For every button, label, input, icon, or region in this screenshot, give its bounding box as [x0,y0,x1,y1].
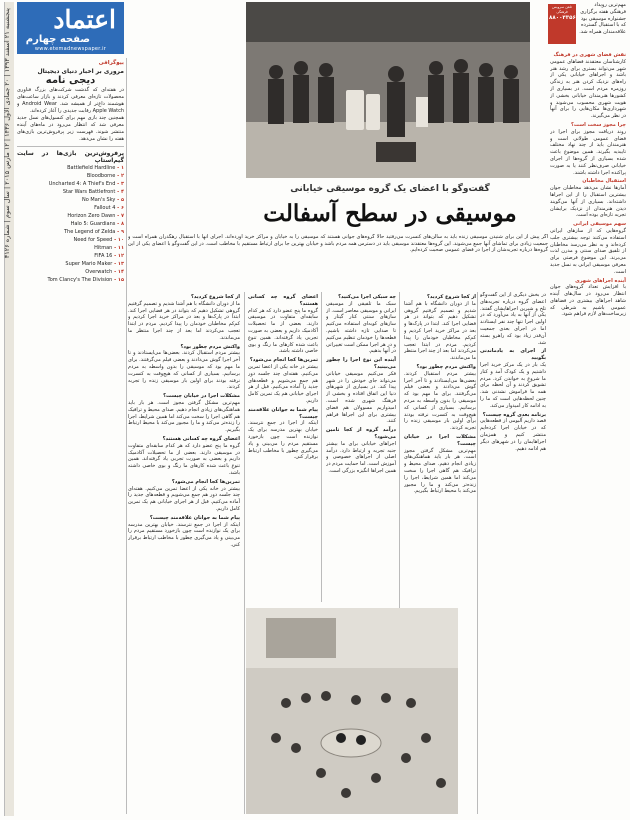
game-name: Need for Speed [73,237,113,243]
sidebar-intro: مهم‌ترین رویداد فرهنگی هفته برگزاری جشنواره موسیقی بود که با استقبال گسترده علاقه‌مندان همراه شد. [579,2,626,36]
date-ribbon [4,2,14,816]
game-rank: ۱۱ - [112,245,124,251]
question: پیام شما به جوانان علاقه‌مند چیست؟ [149,514,240,521]
column-rule [477,292,478,814]
column-rule [244,292,245,814]
game-list-item [17,269,124,276]
article-pretitle: گفت‌وگو با اعضای یک گروه موسیقی خیابانی [290,184,490,194]
game-rank: ۱۳ - [112,261,124,267]
game-name: Battlefield Hardline [67,165,116,171]
game-rank: ۶ - [115,205,124,211]
question: چه سبکی اجرا می‌کنید؟ [338,294,396,300]
game-name: Bloodborne [86,173,116,179]
paragraph: گروه ما پنج عضو دارد که هر کدام سابقه‌ای متفاوت در موسیقی دارند. بعضی از ما تحصیلات آکادمیک داریم و بعضی به صورت تجربی یاد گرفته‌اند. همین تنوع باعث شده کارهای ما رنگ و بوی خاصی داشته باشد. [248,307,318,355]
game-name: Super Mario Maker [65,261,113,267]
game-list-item [17,253,124,260]
paragraph: ما از دوران دانشگاه با هم آشنا شدیم و تصمیم گرفتیم گروهی تشکیل دهیم که بتواند در هر فضایی اجرا کند. ابتدا در پارک‌ها و بعد در مراکز خرید اجرا کردیم و کم‌کم مخاطبان خودمان را پیدا کردیم. مردم در ابتدا تعجب می‌کردند اما بعد از چند اجرا منتظر ما می‌ماندند. [404,300,476,362]
game-list-item [17,181,124,188]
paragraph: با افزایش تعداد گروه‌های جوان انتظار می‌رود در سال‌های آینده شاهد اجراهای بیشتری در فضاهای عمومی باشیم به شرطی که زیرساخت‌های لازم فراهم شود. [550,284,626,318]
game-list-item [17,205,124,212]
game-rank: ۴ - [115,189,124,195]
question: برنامه بعدی گروه چیست؟ [482,411,546,418]
paragraph: مهم‌ترین مشکل گرفتن مجوز است. هر بار باید هماهنگی‌های زیادی انجام دهیم. صدای محیط و ترافیک هم گاهی اجرا را سخت می‌کند اما همین شرایط، اجرا را زنده‌تر می‌کند و ما را مجبور می‌کند با محیط ارتباط بگیریم. [128,399,240,434]
column-rule [321,292,322,602]
game-list-item [17,245,124,252]
question: مشکلات اجرا در خیابان چیست؟ [404,433,476,447]
question: نقش فضای شهری در فرهنگ [553,52,626,58]
game-rank: ۱۰ - [112,237,124,243]
paragraph: گروه‌هایی که از سازهای ایرانی استفاده می‌کنند توجه بیشتری جلب کرده‌اند و به نظر می‌رسد مخاطبان از تلفیق صدای سنتی و مدرن لذت می‌برند. این موضوع فرصتی برای معرفی موسیقی ایرانی به نسل جدید است. [550,227,626,275]
game-name: Fallout 4 [94,205,116,211]
game-name: Horizon Zero Dawn [67,213,116,219]
paragraph: فکر می‌کنیم موسیقی خیابانی می‌تواند جای خودش را در شهر پیدا کند. در بسیاری از شهرهای دنیا این اتفاق افتاده و بخشی از فرهنگ شهری شده است. امیدواریم مسوولان هم فضای بیشتری برای این اجراها فراهم کنند. [326,370,396,425]
question: از کجا شروع کردید؟ [190,294,240,300]
game-list-item [17,213,124,220]
paragraph: بیشتر مردم استقبال کردند. بعضی‌ها می‌ایستادند و تا آخر اجرا گوش می‌دادند و بعضی فیلم می‌گرفتند. برای ما مهم بود که موسیقی را بدون واسطه به مردم برسانیم. بسیاری از کسانی که هیچ‌وقت به کنسرت نرفته بودند برای اولین بار موسیقی زنده را تجربه کردند. [404,370,476,432]
game-list-item [17,221,124,228]
newspaper-logo: اعتماد [53,5,116,34]
paragraph: ما از دوران دانشگاه با هم آشنا شدیم و تصمیم گرفتیم گروهی تشکیل دهیم که بتواند در هر فضایی اجرا کند. ابتدا در پارک‌ها و بعد در مراکز خرید اجرا کردیم و کم‌کم مخاطبان خودمان را پیدا کردیم. مردم در ابتدا تعجب می‌کردند اما بعد از چند اجرا منتظر ما می‌ماندند. [128,300,240,341]
question: از کجا شروع کردید؟ [426,294,476,300]
column-rule [126,58,127,814]
game-rank: ۱۲ - [112,253,124,259]
game-list-item [17,173,124,180]
games-title: پرفروش‌ترین بازی‌ها در سایت گیم‌استاپ [17,150,124,164]
game-rank: ۷ - [115,213,124,219]
game-name: Tom Clancy's The Division [47,277,113,283]
divider [17,146,124,147]
paragraph: گروه ما پنج عضو دارد که هر کدام سابقه‌ای متفاوت در موسیقی دارند. بعضی از ما تحصیلات آکادمیک داریم و بعضی به صورت تجربی یاد گرفته‌اند. همین تنوع باعث شده کارهای ما رنگ و بوی خاصی داشته باشد. [128,442,240,476]
game-rank: ۲ - [115,173,124,179]
question: واکنش مردم چطور بود؟ [180,343,240,350]
game-list-item [17,277,124,284]
photo-mall-performance-image [246,608,458,814]
paragraph: کارشناسان معتقدند فضاهای عمومی شهر می‌تواند بستری برای رشد هنر باشد و اجراهای خیابانی یکی از راه‌های نزدیک کردن هنر به زندگی روزمره مردم است. در بسیاری از کشورها هنرمندان خیابانی بخشی از هویت شهری محسوب می‌شوند و شهرداری‌ها مکان‌هایی را برای آنها در نظر می‌گیرند. [550,58,626,120]
game-name: Halo 5: Guardians [70,221,116,227]
game-name: No Man's Sky [82,197,116,203]
sidebar-column [550,50,626,814]
question: استقبال مخاطبان [582,178,626,185]
paragraph: بیشتر در خانه یکی از اعضا تمرین می‌کنیم. هفته‌ای چند جلسه دور هم جمع می‌شویم و قطعه‌های جدید را آماده می‌کنیم. قبل از هر اجرای خیابانی هم یک تمرین کامل داریم. [128,485,240,512]
phone-badge-number: ۸۸۰۰۴۳۵۶ [549,15,576,21]
photo-street-band [246,2,530,178]
question: آینده این نوع اجرا را چطور می‌بینید؟ [326,357,396,370]
paragraph: بیشتر در خانه یکی از اعضا تمرین می‌کنیم. هفته‌ای چند جلسه دور هم جمع می‌شویم و قطعه‌های جدید را آماده می‌کنیم. قبل از هر اجرای خیابانی هم یک تمرین کامل داریم. [248,363,318,404]
article-column-5 [128,292,240,814]
paragraph: روند دریافت مجوز برای اجرا در فضای عمومی طولانی است و هنرمندان باید از چند نهاد مختلف تاییدیه بگیرند. همین موضوع باعث شده بسیاری از گروه‌ها از اجرای خیابانی صرف‌نظر کنند یا به صورت پراکنده اجرا داشته باشند. [550,128,626,176]
section-label: صفحه چهارم [25,34,90,45]
game-list-item [17,261,124,268]
question: اعضای گروه چه کسانی هستند؟ [248,294,318,307]
paragraph: سبک ما تلفیقی از موسیقی ایرانی و موسیقی معاصر است. از سازهای سنتی کنار گیتار و سازهای کوبه‌ای استفاده می‌کنیم تا صدایی تازه داشته باشیم. قطعه‌ها را خودمان تنظیم می‌کنیم و در هر اجرا ممکن است تغییراتی در آنها بدهیم. [326,300,396,355]
question: اعضای گروه چه کسانی هستند؟ [162,435,240,442]
digital-news-column [17,58,124,814]
game-list-item [17,197,124,204]
paragraph: آمارها نشان می‌دهد مخاطبان جوان بیشترین استقبال را از این اجراها داشته‌اند. بسیاری از آنها می‌گویند دیدن هنرمندان از نزدیک برایشان تجربه تازه‌ای بوده است. [550,185,626,219]
game-name: Uncharted 4: A Thief's End [48,181,116,187]
game-rank: ۸ - [115,221,124,227]
website-url[interactable]: www.etemadnewspaper.ir [34,46,107,52]
article-headline: موسیقی در سطح آسفالت [263,200,517,227]
article-column-2 [326,292,396,602]
game-rank: ۳ - [115,181,124,187]
question: آینده اجراهای شهری [575,277,626,284]
game-rank: ۹ - [115,229,124,235]
game-rank: ۱ - [115,165,124,171]
game-list-item [17,189,124,196]
left-paragraphs [17,87,124,143]
masthead [17,2,124,54]
question: واکنش مردم چطور بود؟ [416,363,476,370]
question: مشکلات اجرا در خیابان چیست؟ [163,393,240,400]
question: پیام شما به جوانان علاقه‌مند چیست؟ [248,406,318,420]
game-name: Star Wars Battlefront [62,189,116,195]
left-kicker: بیوگرافی [98,60,124,66]
game-name: FIFA 16 [94,253,113,259]
photo-mall-performance [246,608,458,814]
phone-badge-label: تلفن سرویس فرهنگی [552,5,572,14]
question: تمرین‌ها کجا انجام می‌شود؟ [171,478,240,485]
paragraph: اینکه از اجرا در جمع نترسند. خیابان بهترین مدرسه برای یک نوازنده است چون بازخورد مستقیم مردم را می‌بینی و یاد می‌گیری چطور با مخاطب ارتباط برقرار کنی. [128,521,240,548]
game-name: Overwatch [85,269,113,275]
question: از اجرای به یادماندنی بگویید [480,348,546,362]
photo-street-band-image [246,2,530,178]
article-lead: اگر پیش از این برای شنیدن موسیقی زنده باید به سالن‌های کنسرت می‌رفتید حالا گروه‌های جوانی هستند که موسیقی را به خیابان و مراکز خرید آورده‌اند. اجرای آنها با استقبال رهگذران همراه است و جمعیت زیادی برای تماشای آنها جمع می‌شوند. این گروه‌ها معتقدند موسیقی باید در دسترس همه مردم باشد و خیابان بهترین جا برای ارتباط مستقیم با مخاطب است. در این گفت‌وگو با اعضای یکی از این گروه‌ها درباره تجربه‌شان از اجرا در فضای عمومی صحبت کرده‌ایم. [128,234,548,254]
article-column-3 [248,292,318,602]
game-rank: ۵ - [115,197,124,203]
paragraph: قصد داریم آلبومی از قطعه‌هایی که در خیابان اجرا کرده‌ایم منتشر کنیم و همزمان اجراهایمان را در شهرهای دیگر هم ادامه دهیم. [480,418,546,452]
paragraph: در بخش دیگری از این گفت‌وگو اعضای گروه درباره تجربه‌های تلخ و شیرین اجراهایشان گفتند. یکی از آنها به یاد می‌آورد که در اولین اجرا تنها چند نفر ایستادند اما در اجرای بعدی جمعیت آن‌قدر زیاد بود که راهرو بسته شد. [480,292,546,346]
paragraph: اینکه از اجرا در جمع نترسند. خیابان بهترین مدرسه برای یک نوازنده است چون بازخورد مستقیم مردم را می‌بینی و یاد می‌گیری چطور با مخاطب ارتباط برقرار کنی. [248,420,318,461]
game-list-item [17,237,124,244]
left-paragraph: همچنین چند بازی مهم برای کنسول‌های نسل جدید معرفی شد که انتظار می‌رود در ماه‌های آینده منتشر شوند. فهرست زیر پرفروش‌ترین بازی‌های هفته را نشان می‌دهد. [17,115,124,142]
paragraph: مهم‌ترین مشکل گرفتن مجوز است. هر بار باید هماهنگی‌های زیادی انجام دهیم. صدای محیط و ترافیک هم گاهی اجرا را سخت می‌کند اما همین شرایط، اجرا را زنده‌تر می‌کند و ما را مجبور می‌کند با محیط ارتباط بگیریم. [404,447,476,495]
game-list-item [17,165,124,172]
game-name: Hitman [94,245,113,251]
date-ribbon-text: پنجشنبه ۲۱ اسفند ۱۳۹۳ | ۲۰ جمادی الاول ۱۴۳۶ | ۱۲ مارس ۲۰۱۵ | سال سوم | شماره ۳۱۲۶ [3,8,11,259]
question: درآمد گروه از کجا تامین می‌شود؟ [326,427,396,440]
left-subhead: مروری بر اخبار دنیای دیجیتال [37,68,124,75]
paragraph: اجراهای خیابانی برای ما بیشتر جنبه تجربه و ارتباط دارد. درآمد اصلی از اجراهای خصوصی و آموزش است. اما حمایت مردم در همین اجراها انگیزه بزرگی است. [326,440,396,474]
question: تمرین‌ها کجا انجام می‌شود؟ [249,357,318,364]
question: سهم موسیقی ایرانی [573,221,626,228]
left-paragraph: در هفته‌ای که گذشت شرکت‌های بزرگ فناوری محصولات تازه‌ای معرفی کردند و بازار ساعت‌های هوشمند داغ‌تر از همیشه شد. Android Wear و Apple Watch رقابت جدیدی را آغاز کرده‌اند. [17,87,124,114]
game-name: The Legend of Zelda [63,229,116,235]
game-list-item [17,229,124,236]
left-title: دیجی نامه [45,75,96,86]
paragraph: یک بار در یک مرکز خرید اجرا داشتیم و یک کودک آمد و کنار ما شروع به خواندن کرد. مردم تشویق کردند و آن لحظه برای همه ما فراموش نشدنی شد. چنین لحظه‌هایی است که ما را به ادامه کار امیدوار می‌کند. [480,361,546,409]
game-rank: ۱۴ - [112,269,124,275]
games-list [17,165,124,284]
question: چرا مجوز سخت است؟ [571,121,626,128]
paragraph: بیشتر مردم استقبال کردند. بعضی‌ها می‌ایستادند و تا آخر اجرا گوش می‌دادند و بعضی فیلم می‌گرفتند. برای ما مهم بود که موسیقی را بدون واسطه به مردم برسانیم. بسیاری از کسانی که هیچ‌وقت به کنسرت نرفته بودند برای اولین بار موسیقی زنده را تجربه کردند. [128,350,240,391]
game-rank: ۱۵ - [112,277,124,283]
article-column-4 [480,292,546,814]
phone-badge [548,4,576,44]
